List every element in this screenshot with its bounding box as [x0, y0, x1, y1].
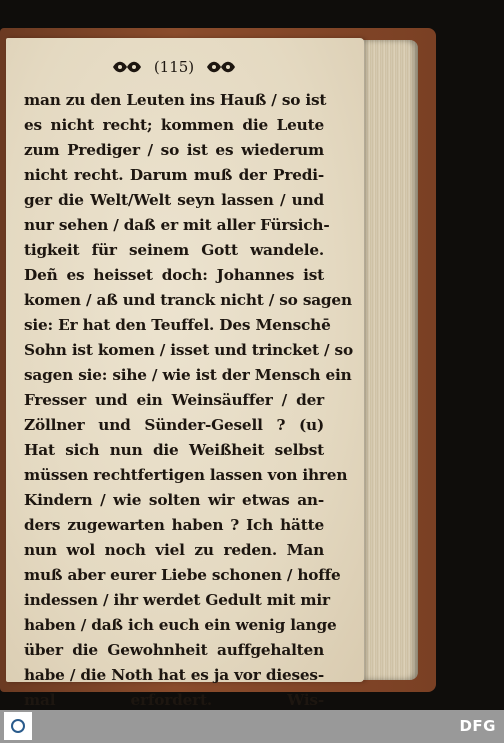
text-line: ders zugewarten haben ? Ich hätte: [24, 516, 324, 534]
text-line: indessen / ihr werdet Gedult mit mir: [24, 591, 330, 609]
text-line: müssen rechtfertigen lassen von ihren: [24, 466, 348, 484]
text-block: [24, 58, 353, 743]
text-line: komen / aß und tranck nicht / so sagen: [24, 291, 352, 309]
text-line: Hat sich nun die Weißheit selbst: [24, 441, 324, 459]
page-header: [24, 58, 324, 88]
text-line: sagen sie: sihe / wie ist der Mensch ein: [24, 366, 352, 384]
book-page: [6, 38, 364, 709]
text-line: es nicht recht; kommen die Leute: [24, 116, 324, 134]
text-line: muß aber eurer Liebe schonen / hoffe: [24, 566, 341, 584]
text-line: Zöllner und Sünder-Gesell ? (u): [24, 416, 324, 434]
text-line: habe / die Noth hat es ja vor dieses-: [24, 666, 324, 684]
page-edges: [356, 40, 418, 680]
ornament-left-icon: [111, 59, 143, 75]
text-line: Deñ es heisset doch: Johannes ist: [24, 266, 324, 284]
ornament-right-icon: [205, 59, 237, 75]
page-number: (115): [153, 58, 195, 76]
text-line: Kindern / wie solten wir etwas an-: [24, 491, 324, 509]
text-line: Fresser und ein Weinsäuffer / der: [24, 391, 324, 409]
library-seal-icon: [11, 719, 25, 733]
library-logo[interactable]: [4, 712, 32, 740]
text-line: mal erfordert. Wis-: [24, 691, 324, 709]
text-line: zum Prediger / so ist es wiederum: [24, 141, 324, 159]
text-line: haben / daß ich euch ein wenig lange: [24, 616, 337, 634]
text-line: tigkeit für seinem Gott wandele.: [24, 241, 324, 259]
text-line: ger die Welt/Welt seyn lassen / und: [24, 191, 324, 209]
text-line: sie: Er hat den Teuffel. Des Menschē: [24, 316, 331, 334]
dfg-logo[interactable]: DFG: [459, 717, 496, 735]
text-line: man zu den Leuten ins Hauß / so ist: [24, 91, 327, 109]
text-line: Sohn ist komen / isset und trincket / so: [24, 341, 353, 359]
viewer-footer-bar: [0, 710, 504, 743]
text-line: nur sehen / daß er mit aller Fürsich-: [24, 216, 330, 234]
text-line: nun wol noch viel zu reden. Man: [24, 541, 324, 559]
text-line: über die Gewohnheit auffgehalten: [24, 641, 324, 659]
text-line: nicht recht. Darum muß der Predi-: [24, 166, 324, 184]
